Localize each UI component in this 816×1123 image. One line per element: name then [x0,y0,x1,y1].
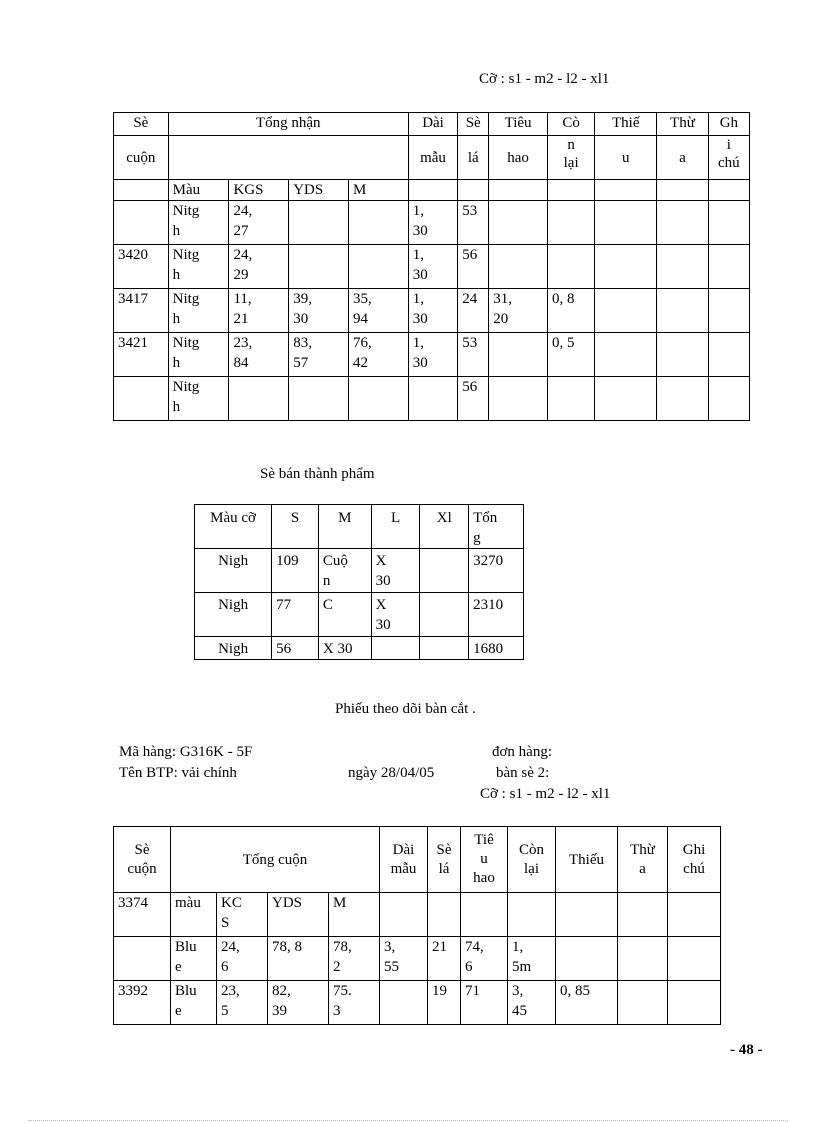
t3-hdr-thua: Thừ a [618,827,668,893]
roll-table-2-cell: Blu e [171,981,217,1025]
semi-product-cell: 3270 [469,549,524,593]
roll-table-2-cell [508,893,556,937]
roll-table-1-cell: 39, 30 [289,289,349,333]
roll-table-2-cell: 3392 [114,981,171,1025]
hdr-nlai: n lại [547,136,594,180]
roll-table-1-cell [595,245,657,289]
roll-table-2-cell [668,937,721,981]
roll-table-1-cell [657,289,709,333]
roll-table-1-cell [349,201,409,245]
roll-table-1-cell [657,201,709,245]
roll-table-1-cell [489,377,548,421]
semi-product-cell [371,637,420,660]
roll-table-2-row [114,937,721,981]
roll-table-1-cell: 1, 30 [408,333,457,377]
semi-product-cell: X 30 [371,549,420,593]
roll-table-1-cell [547,245,594,289]
roll-table-1-cell [114,377,169,421]
roll-table-2-cell [461,893,508,937]
roll-table-2-cell [380,893,428,937]
roll-table-1-cell [547,201,594,245]
roll-table-1 [113,112,750,421]
roll-table-2-cell: 74, 6 [461,937,508,981]
roll-table-2-cell: 82, 39 [268,981,329,1025]
roll-table-1-cell: Nitg h [168,289,229,333]
ma-hang: Mã hàng: G316K - 5F [119,744,253,760]
semi-product-table-body [195,505,524,660]
roll-table-1-cell: 0, 8 [547,289,594,333]
t3-hdr-se-cuon: Sè cuộn [114,827,171,893]
roll-table-1-row [114,289,750,333]
hdr-thu: Thừ [657,113,709,136]
roll-table-2-cell: YDS [268,893,329,937]
roll-table-2-cell: màu [171,893,217,937]
roll-table-1-cell: 1, 30 [408,201,457,245]
t3-hdr-con-lai: Còn lại [508,827,556,893]
semi-product-cell [420,549,469,593]
hdr-hao: hao [489,136,548,180]
roll-table-1-cell [408,377,457,421]
semi-product-cell: 56 [272,637,319,660]
roll-table-1-cell: 31, 20 [489,289,548,333]
roll-table-1-cell [657,245,709,289]
roll-table-1-cell [708,245,749,289]
hdr-cuon: cuộn [114,136,169,180]
semi-product-header-cell: M [318,505,371,549]
hdr-sela: Sè [458,113,489,136]
roll-table-1-cell [489,333,548,377]
roll-table-1-row [114,377,750,421]
semi-product-cell: 109 [272,549,319,593]
ten-btp: Tên BTP: vải chính [119,765,237,781]
roll-table-1-cell [708,377,749,421]
roll-table-1-cell: 24 [458,289,489,333]
roll-table-1-cell: Nitg h [168,245,229,289]
size-line-top: Cỡ : s1 - m2 - l2 - xl1 [479,71,610,87]
roll-table-1-cell [229,377,289,421]
semi-product-cell: 77 [272,593,319,637]
don-hang: đơn hàng: [492,744,553,760]
roll-table-2-cell [618,937,668,981]
roll-table-2 [113,826,721,1025]
roll-table-1-cell: Nitg h [168,333,229,377]
t3-hdr-dai-mau: Dài mẫu [380,827,428,893]
sub-yds: YDS [289,180,349,201]
semi-product-cell [420,593,469,637]
roll-table-1-cell [708,333,749,377]
roll-table-1-cell [657,333,709,377]
roll-table-1-cell [349,245,409,289]
semi-product-cell: Nigh [195,637,272,660]
roll-table-1-cell: 1, 30 [408,245,457,289]
roll-table-1-cell: Nitg h [168,377,229,421]
hdr-tieu: Tiêu [489,113,548,136]
roll-table-1-cell [289,245,349,289]
roll-table-2-cell: 1, 5m [508,937,556,981]
roll-table-1-cell: 56 [458,245,489,289]
roll-table-1-cell: Nitg h [168,201,229,245]
semi-product-cell: Nigh [195,593,272,637]
sub-kgs: KGS [229,180,289,201]
semi-product-header-cell: Tổn g [469,505,524,549]
roll-table-1-cell: 3421 [114,333,169,377]
roll-table-1-cell: 56 [458,377,489,421]
t3-hdr-tieu-hao: Tiê u hao [461,827,508,893]
roll-table-1-cell [595,333,657,377]
roll-table-2-cell: 78, 8 [268,937,329,981]
hdr-se: Sè [114,113,169,136]
roll-table-2-cell [618,981,668,1025]
roll-table-2-cell: 24, 6 [217,937,268,981]
roll-table-1-row [114,201,750,245]
roll-table-1-cell: 83, 57 [289,333,349,377]
semi-product-header-cell: L [371,505,420,549]
roll-table-2-cell: KC S [217,893,268,937]
hdr-gh: Gh [708,113,749,136]
roll-table-2-cell [114,937,171,981]
roll-table-1-cell: 11, 21 [229,289,289,333]
page-number: - 48 - [730,1042,763,1058]
roll-table-1-cell [595,289,657,333]
roll-table-1-cell [708,289,749,333]
sub-mau: Màu [168,180,229,201]
roll-table-2-cell [556,893,618,937]
t3-hdr-tong-cuon: Tổng cuộn [171,827,380,893]
roll-table-1-row [114,245,750,289]
semi-product-row [195,549,524,593]
hdr-u: u [595,136,657,180]
semi-product-table [194,504,524,660]
roll-table-1-body [114,201,750,421]
roll-table-2-cell: 3374 [114,893,171,937]
semi-product-cell: C [318,593,371,637]
t3-hdr-ghi-chu: Ghi chú [668,827,721,893]
hdr-tong-nhan: Tổng nhận [168,113,408,136]
ngay: ngày 28/04/05 [348,765,435,781]
semi-product-cell [420,637,469,660]
roll-table-2-cell: Blu e [171,937,217,981]
size-line-bottom: Cỡ : s1 - m2 - l2 - xl1 [480,786,611,802]
roll-table-1-cell: 24, 29 [229,245,289,289]
semi-product-cell: 1680 [469,637,524,660]
hdr-co: Cò [547,113,594,136]
roll-table-1-cell [595,377,657,421]
roll-table-2-cell: 3, 55 [380,937,428,981]
roll-table-1-cell: 3420 [114,245,169,289]
roll-table-2-body [114,893,721,1025]
roll-table-2-cell: 75. 3 [329,981,380,1025]
roll-table-1-cell [289,201,349,245]
roll-table-2-row [114,981,721,1025]
roll-table-1-cell [489,245,548,289]
roll-table-1-cell [657,377,709,421]
roll-table-1-cell [114,201,169,245]
semi-product-cell: 2310 [469,593,524,637]
roll-table-1-cell [547,377,594,421]
hdr-mau: mẫu [408,136,457,180]
semi-product-cell: X 30 [371,593,420,637]
roll-table-2-cell [380,981,428,1025]
roll-table-2-cell: 0, 85 [556,981,618,1025]
hdr-la: lá [458,136,489,180]
roll-table-2-cell [618,893,668,937]
hdr-ichu: i chú [708,136,749,180]
semi-product-row [195,637,524,660]
roll-table-1-cell: 35, 94 [349,289,409,333]
roll-table-1-cell: 76, 42 [349,333,409,377]
semi-product-header-row [195,505,524,549]
roll-table-2-cell [556,937,618,981]
roll-table-1-cell: 1, 30 [408,289,457,333]
roll-table-2-cell: M [329,893,380,937]
roll-table-2-cell: 23, 5 [217,981,268,1025]
roll-table-2-cell: 3, 45 [508,981,556,1025]
t3-hdr-se-la: Sè lá [428,827,461,893]
roll-table-2-row [114,893,721,937]
semi-product-header-cell: S [272,505,319,549]
roll-table-1-cell: 0, 5 [547,333,594,377]
roll-table-2-cell: 19 [428,981,461,1025]
roll-table-1-cell: 23, 84 [229,333,289,377]
phieu-title: Phiếu theo dõi bàn cắt . [335,701,476,717]
sub-m: M [349,180,409,201]
roll-table-1-cell [595,201,657,245]
roll-table-1-cell: 53 [458,201,489,245]
roll-table-2-cell [668,893,721,937]
roll-table-1-cell [289,377,349,421]
roll-table-2-cell: 78, 2 [329,937,380,981]
semi-product-row [195,593,524,637]
roll-table-2-cell [668,981,721,1025]
footer-rule [28,1120,788,1121]
roll-table-1-cell: 53 [458,333,489,377]
roll-table-1-cell [349,377,409,421]
semi-product-cell: Nigh [195,549,272,593]
semi-product-header-cell: Màu cỡ [195,505,272,549]
ban-thanh-pham-title: Sè bán thành phẩm [260,466,375,482]
t3-hdr-thieu: Thiếu [556,827,618,893]
roll-table-1-cell: 24, 27 [229,201,289,245]
roll-table-1-cell: 3417 [114,289,169,333]
roll-table-1-row [114,333,750,377]
roll-table-2-cell [428,893,461,937]
roll-table-1-cell [708,201,749,245]
semi-product-cell: Cuộ n [318,549,371,593]
roll-table-2-cell: 21 [428,937,461,981]
semi-product-header-cell: Xl [420,505,469,549]
hdr-dai: Dài [408,113,457,136]
roll-table-1-cell [489,201,548,245]
hdr-thie: Thiế [595,113,657,136]
semi-product-cell: X 30 [318,637,371,660]
hdr-a: a [657,136,709,180]
ban-se: bàn sè 2: [496,765,550,781]
roll-table-2-cell: 71 [461,981,508,1025]
